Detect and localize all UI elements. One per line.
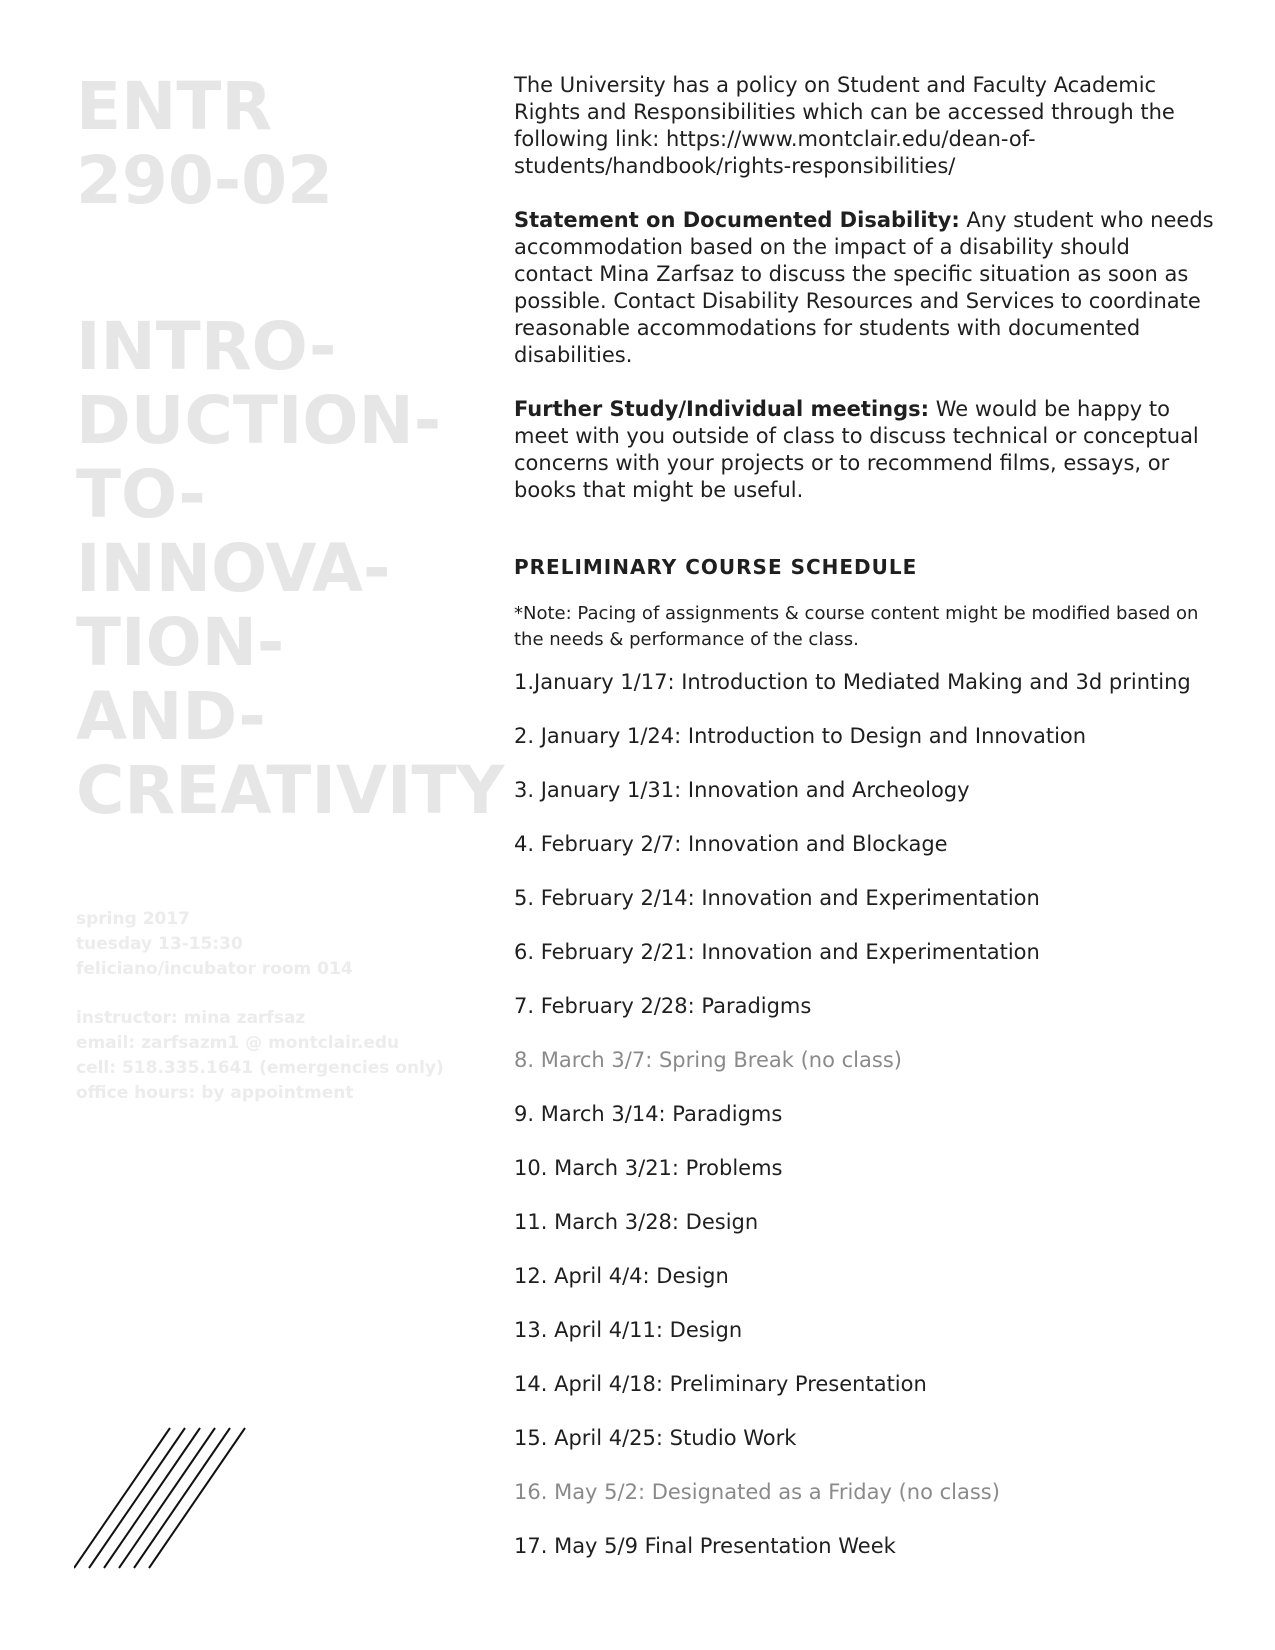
schedule-item: 2. January 1/24: Introduction to Design and Innovation — [514, 724, 1087, 748]
schedule-item: 13. April 4/11: Design — [514, 1318, 743, 1342]
right-column — [514, 72, 1214, 1587]
schedule-item: 12. April 4/4: Design — [514, 1264, 729, 1288]
schedule-item: 14. April 4/18: Preliminary Presentation — [514, 1372, 927, 1396]
course-schedule-info — [76, 907, 353, 982]
diagonal-lines-decoration — [74, 1425, 254, 1570]
schedule-item: 9. March 3/14: Paradigms — [514, 1102, 783, 1126]
schedule-item: 1.January 1/17: Introduction to Mediated Making and 3d printing — [514, 670, 1191, 694]
course-title-line: INNOVA- — [76, 530, 391, 607]
schedule-heading: PRELIMINARY COURSE SCHEDULE — [514, 555, 918, 579]
schedule-item: 16. May 5/2: Designated as a Friday (no class) — [514, 1480, 1000, 1504]
schedule-item: 10. March 3/21: Problems — [514, 1156, 783, 1180]
disability-label: Statement on Documented Disability: — [514, 208, 960, 232]
class-time: tuesday 13-15:30 — [76, 934, 243, 954]
cell: cell: 518.335.1641 (emergencies only) — [76, 1058, 444, 1078]
schedule-item: 4. February 2/7: Innovation and Blockage — [514, 832, 948, 856]
schedule-list — [514, 669, 1214, 1587]
course-title-line: DUCTION- — [76, 382, 442, 459]
further-study-label: Further Study/Individual meetings: — [514, 397, 930, 421]
course-title-line: TO- — [76, 456, 206, 533]
term: spring 2017 — [76, 909, 191, 929]
policy-paragraph: The University has a policy on Student and Faculty Academic Rights and Responsibilities which can be accessed through the following link: https://www.montclair.edu/dean-of-students/handbook/rights-responsibilities/ — [514, 73, 1175, 178]
further-study-text: We would be happy to meet with you outside of class to discuss technical or conceptual concerns with your projects or to recommend films, essays, or books that might be useful. — [514, 397, 1199, 502]
schedule-item: 3. January 1/31: Innovation and Archeology — [514, 778, 970, 802]
office-hours: office hours: by appointment — [76, 1083, 354, 1103]
course-title-line: CREATIVITY — [76, 752, 505, 829]
email: email: zarfsazm1 @ montclair.edu — [76, 1033, 400, 1053]
course-title-line: TION- — [76, 604, 285, 681]
course-title-line: INTRO- — [76, 308, 337, 385]
disability-paragraph — [514, 207, 1214, 369]
instructor: instructor: mina zarfsaz — [76, 1008, 306, 1028]
course-code-line: ENTR — [76, 68, 273, 145]
schedule-item: 17. May 5/9 Final Presentation Week — [514, 1534, 896, 1558]
schedule-note: *Note: Pacing of assignments & course content might be modified based on the needs & performance of the class. — [514, 603, 1199, 650]
location: feliciano/incubator room 014 — [76, 959, 353, 979]
schedule-item: 5. February 2/14: Innovation and Experimentation — [514, 886, 1040, 910]
further-study-paragraph — [514, 396, 1214, 504]
schedule-item: 7. February 2/28: Paradigms — [514, 994, 812, 1018]
schedule-item: 15. April 4/25: Studio Work — [514, 1426, 797, 1450]
course-code — [76, 70, 476, 218]
left-column — [76, 68, 505, 1103]
schedule-item: 6. February 2/21: Innovation and Experimentation — [514, 940, 1040, 964]
schedule-item: 11. March 3/28: Design — [514, 1210, 759, 1234]
disability-text: Any student who needs accommodation based on the impact of a disability should contact Mina Zarfsaz to discuss the specific situation as soon as possible. Contact Disability Resources and Services to coordinate reasonable accommodations for students with documented disabilities. — [514, 208, 1214, 367]
course-title — [76, 310, 504, 828]
course-code-line: 290-02 — [76, 142, 334, 219]
schedule-item: 8. March 3/7: Spring Break (no class) — [514, 1048, 902, 1072]
instructor-info — [76, 1006, 444, 1106]
course-title-line: AND- — [76, 678, 266, 755]
